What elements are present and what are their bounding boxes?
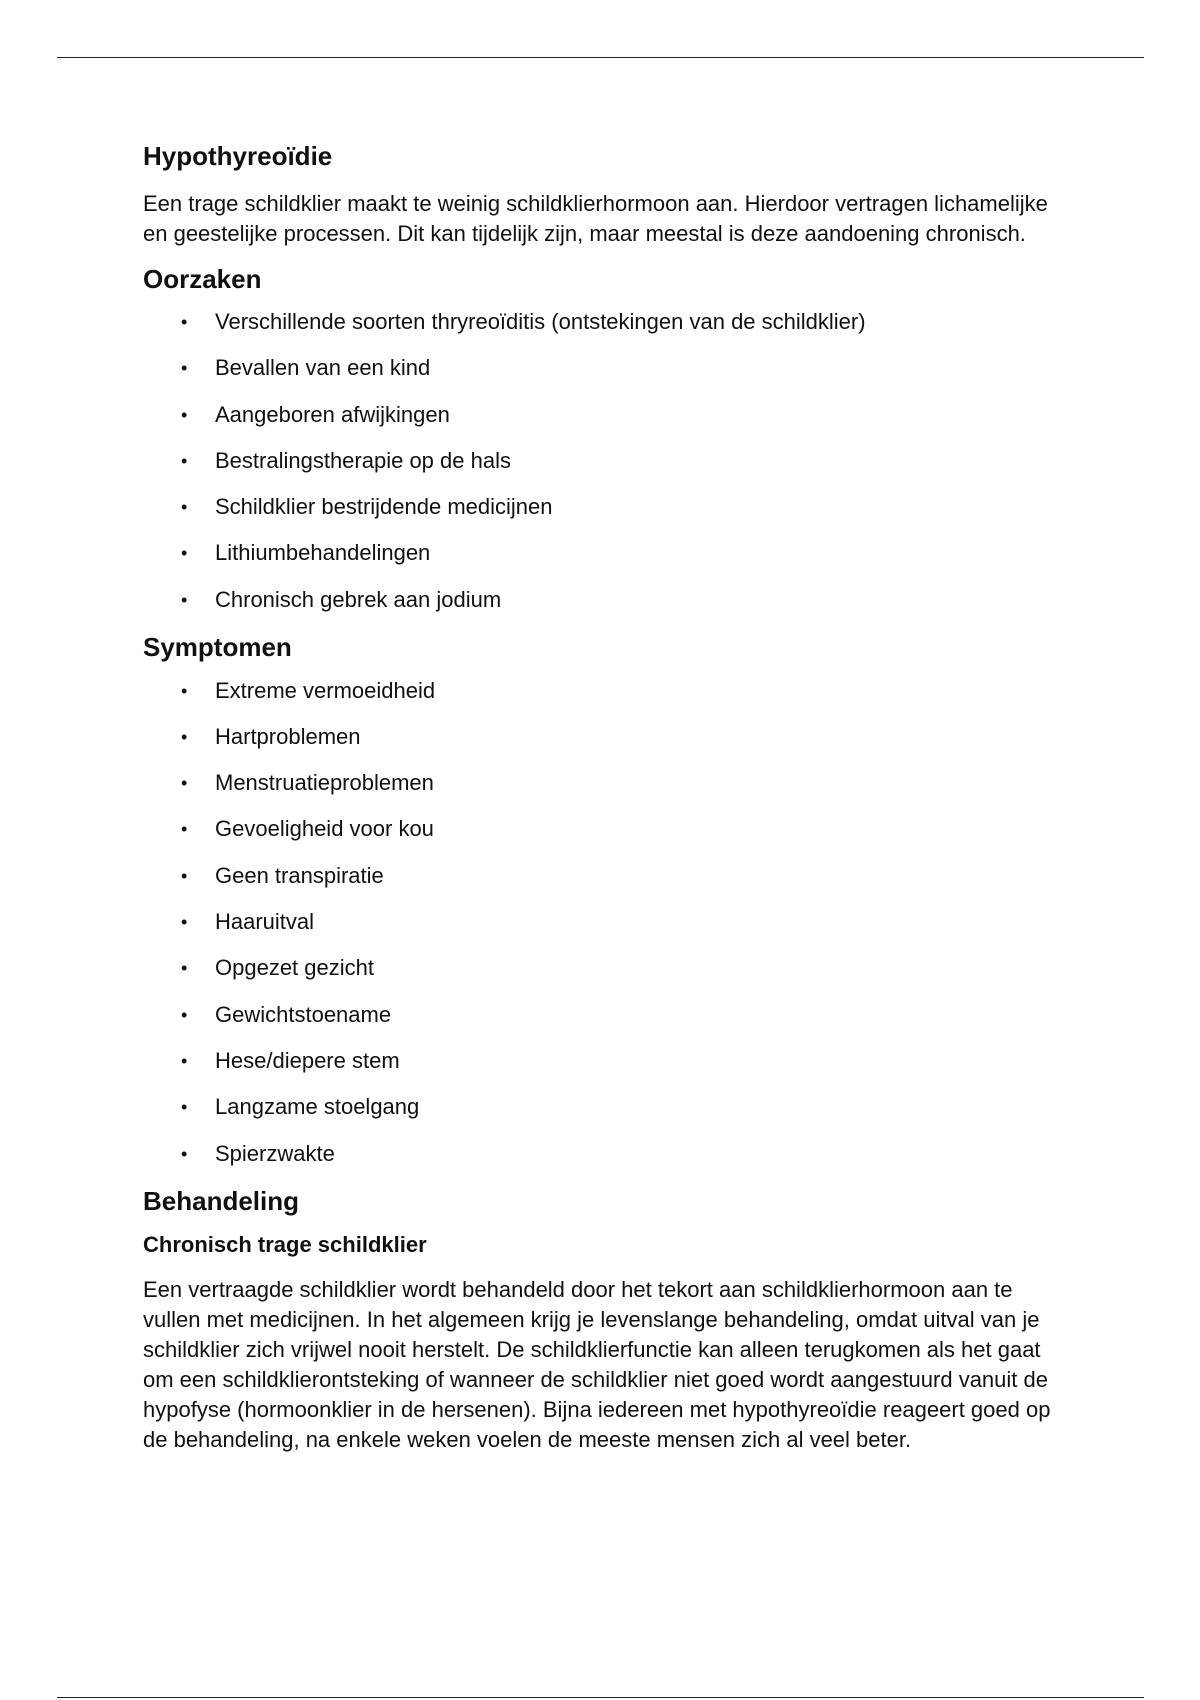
list-item: • Langzame stoelgang — [181, 1092, 1073, 1122]
bullet-icon: • — [181, 312, 188, 332]
bullet-icon: • — [181, 404, 188, 425]
list-item: • Spierzwakte — [181, 1139, 1073, 1169]
intro-paragraph: Een trage schildklier maakt te weinig schildklierhormoon aan. Hierdoor vertragen lichamelijke en geestelijke processen. Dit kan tijdelijk zijn, maar meestal is deze aandoening chronisch. — [143, 190, 1048, 246]
list-item: • Gevoeligheid voor kou — [181, 814, 1073, 844]
bullet-icon: • — [181, 450, 188, 471]
treatment-subheading: Chronisch trage schildklier — [143, 1232, 427, 1258]
bullet-icon: • — [181, 543, 188, 564]
bullet-icon: • — [181, 497, 188, 518]
bullet-icon: • — [181, 680, 188, 701]
bullet-icon: • — [181, 912, 188, 933]
bullet-icon: • — [181, 726, 188, 747]
list-item: • Hartproblemen — [181, 722, 1073, 752]
bullet-icon: • — [181, 1050, 188, 1071]
list-item: • Bevallen van een kind — [181, 353, 1073, 383]
document-body — [143, 140, 1073, 1455]
treatment-paragraph: Een vertraagde schildklier wordt behandeld door het tekort aan schildklierhormoon aan te vullen met medicijnen. In het algemeen krijg je levenslange behandeling, omdat uitval van je schildklier zich vrijwel nooit herstelt. De schildklierfunctie kan alleen terugkomen als het gaat om een schildklierontsteking of wanneer de schildklier niet goed wordt aangestuurd vanuit de hypofyse (hormoonklier in de hersenen). Bijna iedereen met hypothyreoïdie reageert goed op de behandeling, na enkele weken voelen de meeste mensen zich al veel beter. — [143, 1276, 1051, 1452]
bullet-icon: • — [181, 865, 188, 886]
bullet-icon: • — [181, 819, 188, 840]
footer-rule — [57, 1697, 1144, 1698]
list-item: • Extreme vermoeidheid — [181, 676, 1073, 706]
list-item: • Geen transpiratie — [181, 861, 1073, 891]
bullet-icon: • — [181, 958, 188, 979]
bullet-icon: • — [181, 1143, 188, 1164]
causes-list — [143, 307, 1073, 615]
bullet-icon: • — [181, 1004, 188, 1025]
header-rule — [57, 57, 1144, 58]
list-item: • Bestralingstherapie op de hals — [181, 446, 1073, 476]
bullet-icon: • — [181, 358, 188, 379]
bullet-icon: • — [181, 1097, 188, 1118]
list-item: • Menstruatieproblemen — [181, 768, 1073, 798]
list-item: • Verschillende soorten thryreoïditis (ontstekingen van de schildklier) — [181, 307, 1073, 337]
bullet-icon: • — [181, 773, 188, 794]
list-item: • Schildklier bestrijdende medicijnen — [181, 492, 1073, 522]
list-item: • Opgezet gezicht — [181, 953, 1073, 983]
symptoms-heading: Symptomen — [143, 632, 292, 663]
treatment-heading: Behandeling — [143, 1185, 300, 1216]
list-item: • Aangeboren afwijkingen — [181, 400, 1073, 430]
list-item: • Haaruitval — [181, 907, 1073, 937]
causes-heading: Oorzaken — [143, 263, 262, 294]
list-item: • Gewichtstoename — [181, 1000, 1073, 1030]
list-item: • Chronisch gebrek aan jodium — [181, 585, 1073, 615]
list-item: • Lithiumbehandelingen — [181, 538, 1073, 568]
page-title: Hypothyreoïdie — [143, 141, 333, 171]
list-item: • Hese/diepere stem — [181, 1046, 1073, 1076]
symptoms-list — [143, 676, 1073, 1169]
bullet-icon: • — [181, 589, 188, 610]
